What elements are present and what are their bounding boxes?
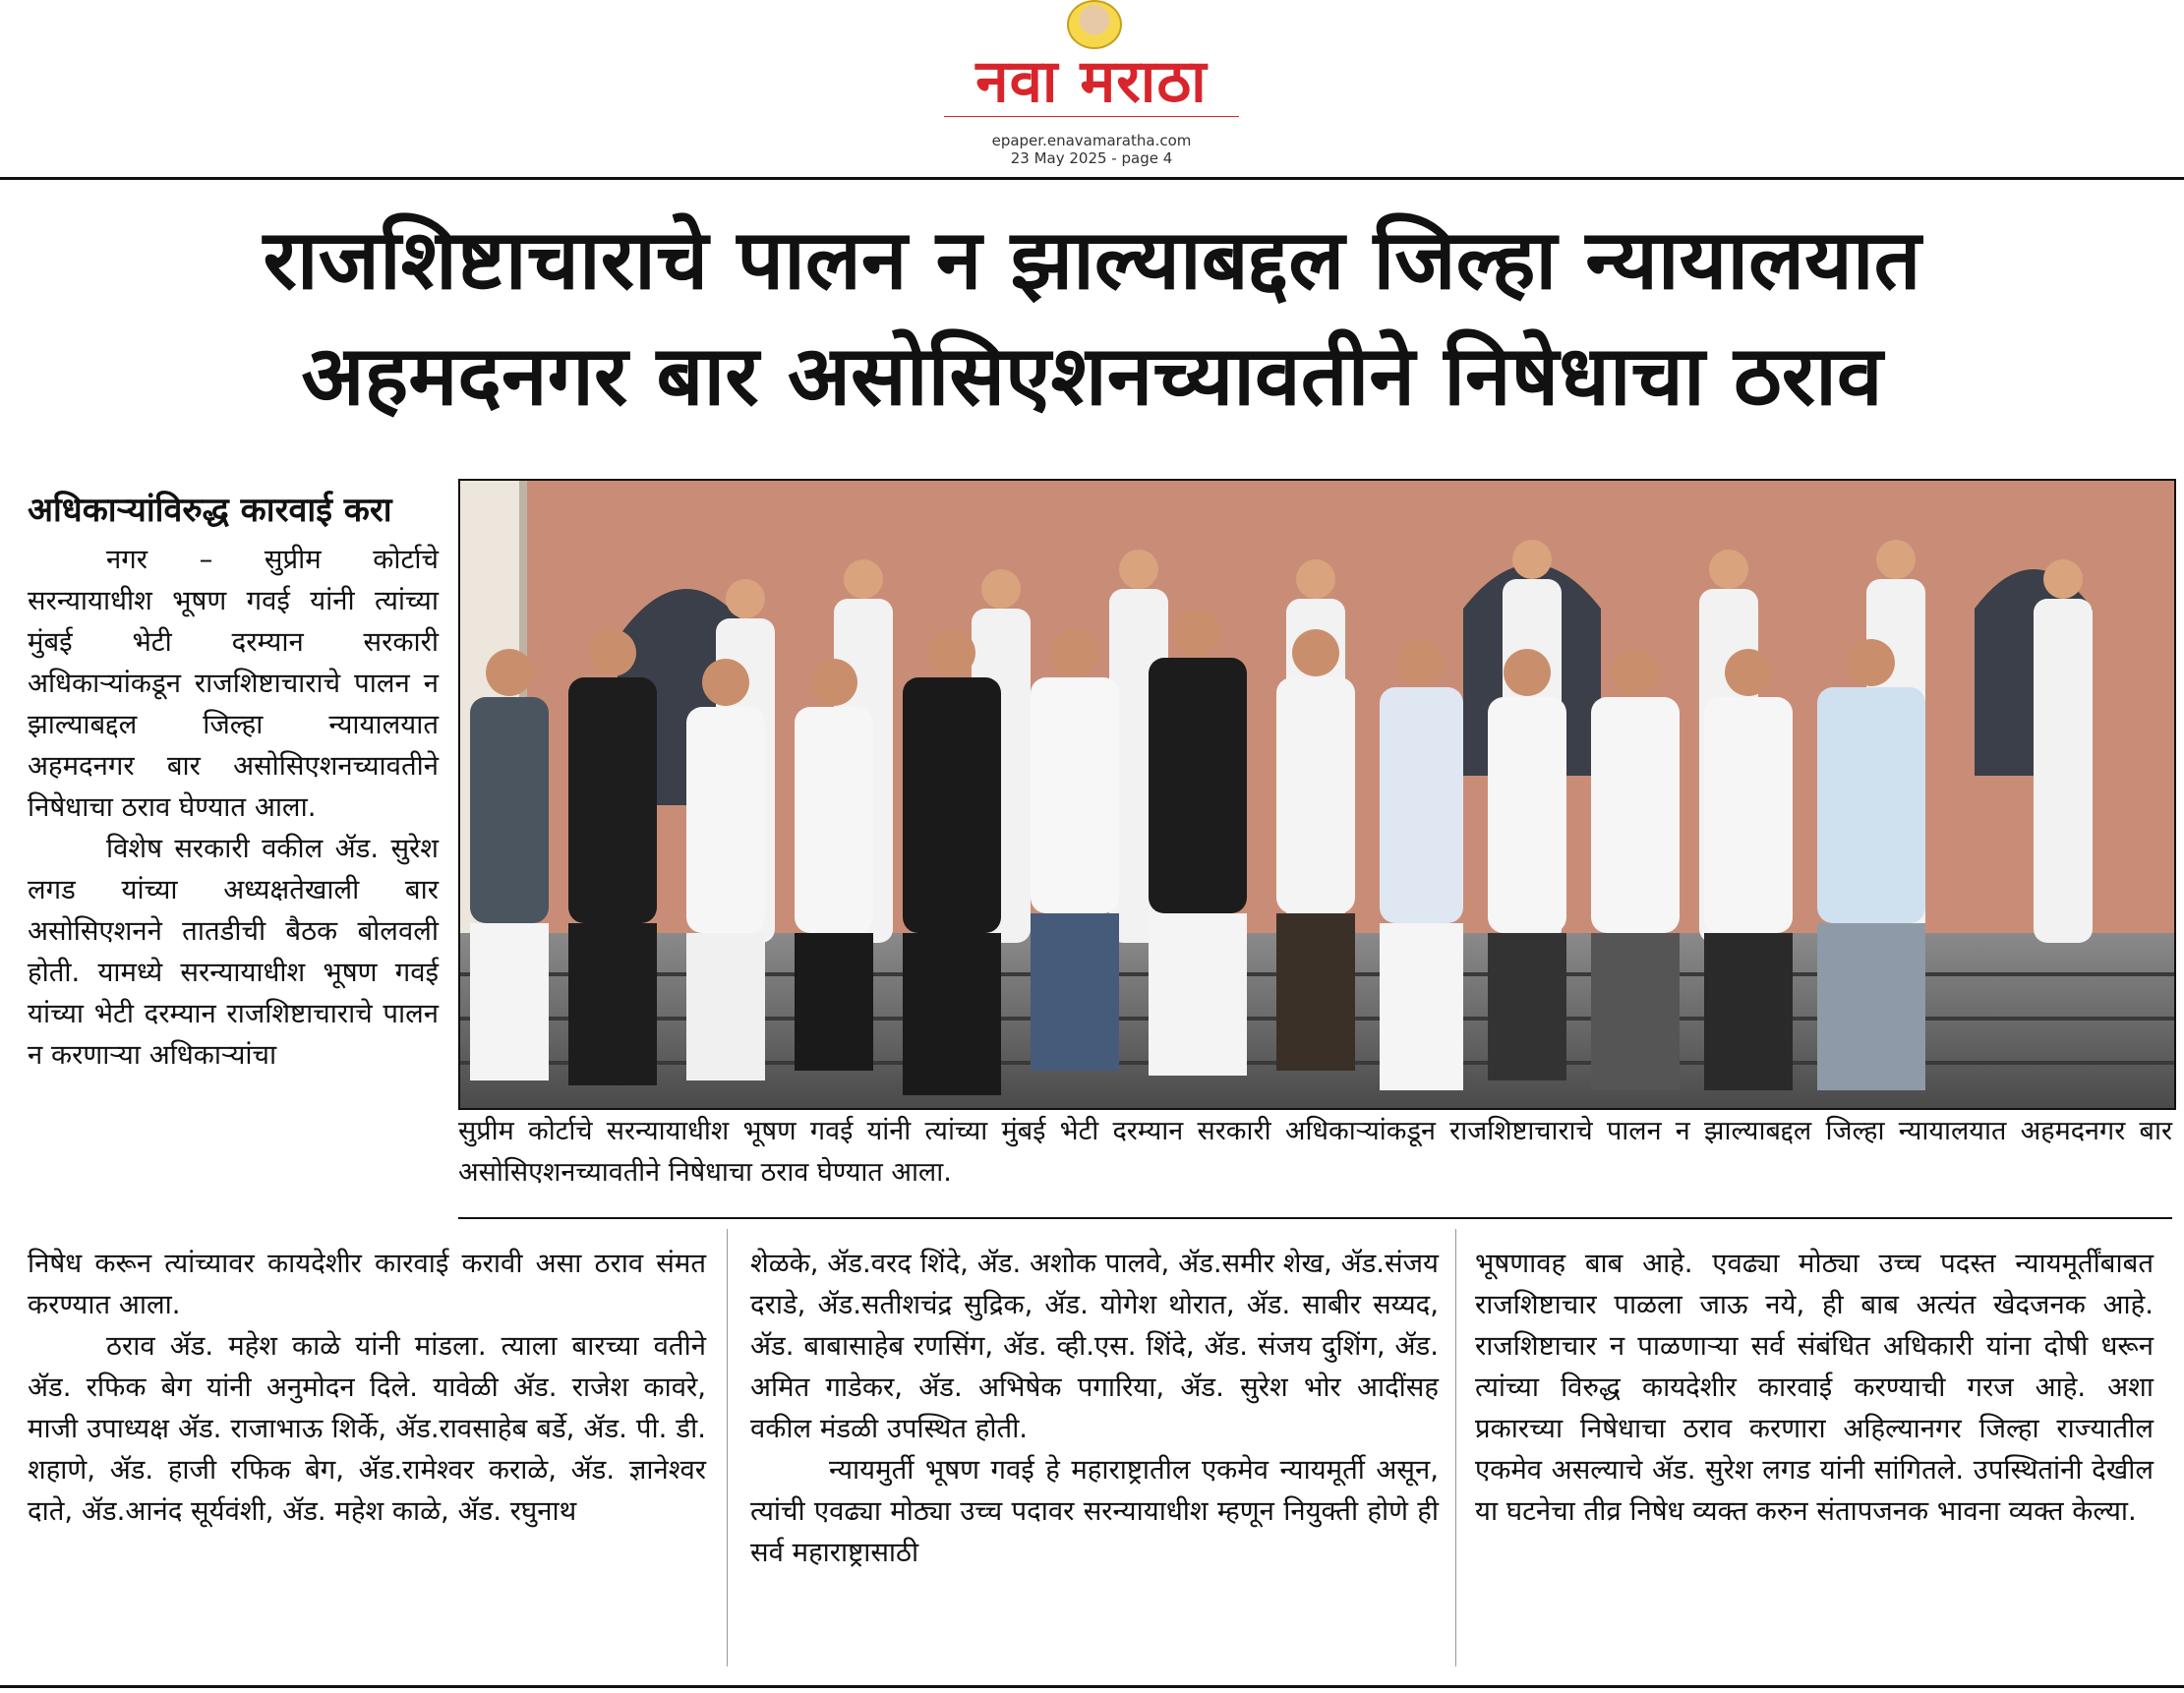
paragraph: भूषणावह बाब आहे. एवढ्या मोठ्या उच्च पदस्त न्यायमूर्तींबाबत राजशिष्टाचार पाळला जाऊ नये, ही बाब अत्यंत खेदजनक आहे. राजशिष्टाचार न पाळणाऱ्या सर्व संबंधित अधिकारी यांना दोषी धरून त्यांच्या विरुद्ध कायदेशीर कारवाई करण्याची गरज आहे. अशा प्रकारच्या निषेधाचा ठराव करणारा अहिल्यानगर जिल्हा राज्यातील एकमेव असल्याचे ॲड. सुरेश लगड यांनी सांगितले. उपस्थितांनी देखील या घटनेचा तीव्र निषेध व्यक्त करुन संतापजनक भावना व्यक्त केल्या. <box>1475 1248 2154 1527</box>
headline-line-2: अहमदनगर बार असोसिएशनच्यावतीने निषेधाचा ठराव <box>301 327 1883 424</box>
column-divider <box>727 1229 728 1666</box>
paragraph: शेळके, ॲड.वरद शिंदे, ॲड. अशोक पालवे, ॲड.समीर शेख, ॲड.संजय दराडे, ॲड.सतीशचंद्र सुद्रिक, ॲड. योगेश थोरात, ॲड. साबीर सय्यद, ॲड. बाबासाहेब रणसिंग, ॲड. व्ही.एस. शिंदे, ॲड. संजय दुशिंग, ॲड. अमित गाडेकर, ॲड. अभिषेक पगारिया, ॲड. सुरेश भोर आदींसह वकील मंडळी उपस्थित होती. <box>750 1248 1439 1444</box>
headline-line-1: राजशिष्टाचाराचे पालन न झाल्याबद्दल जिल्हा न्यायालयात <box>263 211 1921 308</box>
founder-portrait-icon <box>1067 0 1122 49</box>
page-bottom-rule <box>0 1685 2184 1688</box>
paragraph: नगर – सुप्रीम कोर्टाचे सरन्यायाधीश भूषण गवई यांनी त्यांच्या मुंबई भेटी दरम्यान सरकारी अधिकाऱ्यांकडून राजशिष्टाचाराचे पालन न झाल्याबद्दल जिल्हा न्यायालयात अहमदनगर बार असोसिएशनच्यावतीने निषेधाचा ठराव घेण्यात आला. <box>28 544 439 823</box>
photo-caption: सुप्रीम कोर्टाचे सरन्यायाधीश भूषण गवई यांनी त्यांच्या मुंबई भेटी दरम्यान सरकारी अधिकाऱ्यांकडून राजशिष्टाचाराचे पालन न झाल्याबद्दल जिल्हा न्यायालयात अहमदनगर बार असोसिएशनच्यावतीने निषेधाचा ठराव घेण्यात आला. <box>458 1116 2172 1188</box>
caption-divider <box>458 1217 2172 1219</box>
article-column-2 <box>750 1243 1439 1573</box>
headline <box>0 202 2184 434</box>
subheading: अधिकाऱ्यांविरुद्ध कारवाई करा <box>28 491 392 530</box>
paragraph: न्यायमुर्ती भूषण गवई हे महाराष्ट्रातील एकमेव न्यायमूर्ती असून, त्यांची एवढ्या मोठ्या उच्च पदावर सरन्यायाधीश म्हणून नियुक्ती होणे ही सर्व महाराष्ट्रासाठी <box>750 1454 1439 1568</box>
article-column-1-continued <box>28 1243 706 1532</box>
paragraph: निषेध करून त्यांच्यावर कायदेशीर कारवाई करावी असा ठराव संमत करण्यात आला. <box>28 1248 706 1320</box>
paragraph: विशेष सरकारी वकील ॲड. सुरेश लगड यांच्या अध्यक्षतेखाली बार असोसिएशनने तातडीची बैठक बोलवली होती. यामध्ये सरन्यायाधीश भूषण गवई यांच्या भेटी दरम्यान राजशिष्टाचाराचे पालन न करणाऱ्या अधिकाऱ्यांचा <box>28 833 439 1071</box>
logo-title: नवा मराठा <box>975 47 1208 116</box>
paragraph: ठराव ॲड. महेश काळे यांनी मांडला. त्याला बारच्या वतीने ॲड. रफिक बेग यांनी अनुमोदन दिले. यावेळी ॲड. राजेश कावरे, माजी उपाध्यक्ष ॲड. राजाभाऊ शिर्के, ॲड.रावसाहेब बर्डे, ॲड. पी. डी. शहाणे, ॲड. हाजी रफिक बेग, ॲड.रामेश्वर कराळे, ॲड. ज्ञानेश्वर दाते, ॲड.आनंद सूर्यवंशी, ॲड. महेश काळे, ॲड. रघुनाथ <box>28 1330 706 1527</box>
article-column-3 <box>1475 1243 2154 1532</box>
date-page: 23 May 2025 - page 4 <box>1010 149 1173 167</box>
masthead-divider <box>0 177 2184 180</box>
group-photo[interactable] <box>458 479 2176 1110</box>
newspaper-logo[interactable] <box>934 0 1249 128</box>
site-url[interactable]: epaper.enavamaratha.com <box>991 132 1192 149</box>
group-photo-image <box>460 481 2174 1108</box>
column-divider <box>1455 1229 1456 1666</box>
logo-underline <box>944 116 1239 127</box>
edition-info <box>885 132 1298 167</box>
masthead <box>0 0 2184 177</box>
article-column-1 <box>28 539 439 1076</box>
